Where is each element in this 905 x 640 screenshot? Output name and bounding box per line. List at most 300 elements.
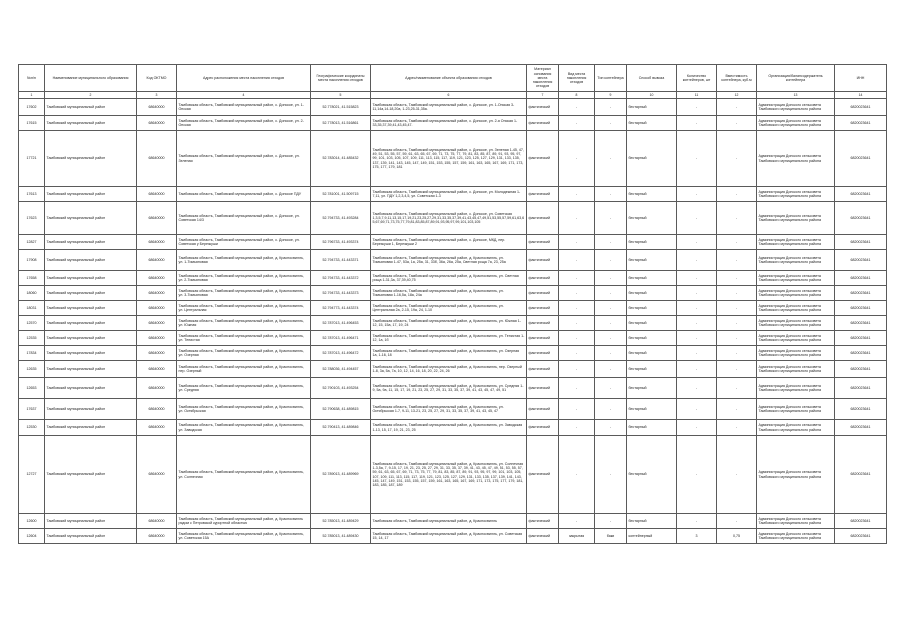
removal-method-cell: бестарный (627, 286, 677, 301)
site-address-cell: Тамбовская область, Тамбовский муниципальный район, д. Красносвилль, ул. Солнечная (177, 436, 311, 514)
inn-cell: 6820023641 (835, 99, 887, 116)
municipality-name-cell: Тамбовский муниципальный район (45, 301, 137, 316)
oktmo-code-cell: 68640000 (137, 378, 177, 399)
removal-method-cell: бестарный (627, 316, 677, 331)
container-type-cell: - (595, 286, 627, 301)
container-volume-cell: - (717, 271, 757, 286)
site-type-cell: - (559, 99, 595, 116)
container-volume-cell: - (717, 202, 757, 235)
source-object-address-cell: Тамбовская область, Тамбовский муниципальный район, д. Красносвилль, ул. Тимьяновая 1-16,5а, 18а, 24а (371, 286, 527, 301)
column-number: 2 (45, 92, 137, 99)
container-count-cell: - (677, 331, 717, 346)
source-object-address-cell: Тамбовская область, Тамбовский муниципальный район, с. Донское, ул. Советская 1,3,5,7,9,11,13,15,17,19,21,23,25,27,29,31,33,35,37,39,41,43,45,47,49,51,53,55,57,59,61,63,65,67,69,71,73,75,77,79,81,83,85,87,89,91,93,95,97,99,101,103,105 (371, 202, 527, 235)
site-type-cell: - (559, 378, 595, 399)
source-object-address-cell: Тамбовская область, Тамбовский муниципальный район, д. Красносвилль, ул. Заводская 1-13, 15, 17, 19, 21, 23, 25 (371, 420, 527, 436)
inn-cell: 6820023641 (835, 131, 887, 187)
container-volume-cell: - (717, 514, 757, 529)
inn-cell: 6820023641 (835, 301, 887, 316)
container-type-cell: - (595, 235, 627, 250)
row-number-cell: 12653 (19, 378, 45, 399)
base-material-cell: фактический (527, 378, 559, 399)
base-material-cell: фактический (527, 286, 559, 301)
source-object-address-cell: Тамбовская область, Тамбовский муниципальный район, с. Донское, ул. 2-я Онская 1-33,35,37,39,41,43,45,47. (371, 116, 527, 131)
container-type-cell: - (595, 361, 627, 378)
table-row (19, 301, 887, 316)
owner-organization-cell: Администрация Донского сельсовета Тамбовского муниципального района (757, 286, 835, 301)
column-number: 3 (137, 92, 177, 99)
container-volume-cell: - (717, 316, 757, 331)
site-type-cell: - (559, 331, 595, 346)
site-address-cell: Тамбовская область, Тамбовский муниципальный район, с. Донское, ул. Советская 14/3 (177, 202, 311, 235)
container-volume-cell: - (717, 99, 757, 116)
site-address-cell: Тамбовская область, Тамбовский муниципальный район, д. Красносвилль, ул. 2-Тимьяновая (177, 271, 311, 286)
oktmo-code-cell: 68640000 (137, 514, 177, 529)
table-row (19, 235, 887, 250)
container-count-cell: - (677, 514, 717, 529)
row-number-cell: 17602 (19, 99, 45, 116)
row-number-cell: 12604 (19, 529, 45, 544)
site-type-cell: - (559, 286, 595, 301)
municipality-name-cell: Тамбовский муниципальный район (45, 187, 137, 202)
table-row (19, 361, 887, 378)
base-material-cell: фактический (527, 131, 559, 187)
removal-method-cell: бестарный (627, 250, 677, 271)
coordinates-cell: 52.778013, 41.516861 (311, 116, 371, 131)
header-cell: Организация/балансодержатель контейнера (757, 65, 835, 92)
container-count-cell: - (677, 99, 717, 116)
municipality-name-cell: Тамбовский муниципальный район (45, 202, 137, 235)
oktmo-code-cell: 68640000 (137, 235, 177, 250)
site-type-cell: - (559, 399, 595, 420)
column-number: 12 (717, 92, 757, 99)
owner-organization-cell: Администрация Донского сельсовета Тамбовского муниципального района (757, 316, 835, 331)
base-material-cell: фактический (527, 399, 559, 420)
row-number-cell: 12635 (19, 361, 45, 378)
header-row (19, 65, 887, 92)
coordinates-cell: 52.787013, 41.496471 (311, 331, 371, 346)
container-count-cell: 3 (677, 529, 717, 544)
row-number-cell: 12827 (19, 235, 45, 250)
inn-cell: 6820023641 (835, 271, 887, 286)
owner-organization-cell: Администрация Донского сельсовета Тамбовского муниципального района (757, 361, 835, 378)
site-address-cell: Тамбовская область, Тамбовский муниципальный район, д. Красносвилль, ул. 3-Тимьяновая (177, 286, 311, 301)
site-type-cell: - (559, 514, 595, 529)
municipality-name-cell: Тамбовский муниципальный район (45, 99, 137, 116)
site-type-cell: - (559, 116, 595, 131)
row-number-cell: 12570 (19, 316, 45, 331)
column-number: 6 (371, 92, 527, 99)
inn-cell: 6820023641 (835, 316, 887, 331)
table-row (19, 529, 887, 544)
source-object-address-cell: Тамбовская область, Тамбовский муниципальный район, д. Красносвилль, ул. Октябрьская 1-7, 9-11, 13-21, 23, 25, 27, 29, 31, 33, 35, 37, 39, 41, 43, 45, 47 (371, 399, 527, 420)
oktmo-code-cell: 68640000 (137, 286, 177, 301)
inn-cell: 6820023641 (835, 436, 887, 514)
owner-organization-cell: Администрация Донского сельсовета Тамбовского муниципального района (757, 271, 835, 286)
header-cell: Способ вывоза (627, 65, 677, 92)
source-object-address-cell: Тамбовская область, Тамбовский муниципальный район, д. Красносвилль, ул. Озерная 1а, 1-16, 18 (371, 346, 527, 361)
header-cell: Адрес расположения места накопления отходов (177, 65, 311, 92)
removal-method-cell: бестарный (627, 131, 677, 187)
table-row (19, 116, 887, 131)
row-number-cell: 12600 (19, 514, 45, 529)
source-object-address-cell: Тамбовская область, Тамбовский муниципальный район, д. Красносвилль, ул. Тимьяновая 1-47, 53а, 1а, 25а, 31, 33б, 36а, 26а, 25а, Светлая роща 7а, 23, 25а (371, 250, 527, 271)
header-cell: Вид места накопления отходов (559, 65, 595, 92)
site-type-cell: - (559, 250, 595, 271)
municipality-name-cell: Тамбовский муниципальный район (45, 131, 137, 187)
inn-cell: 6820023641 (835, 529, 887, 544)
site-type-cell: - (559, 436, 595, 514)
column-number: 7 (527, 92, 559, 99)
coordinates-cell: 52.778021, 41.515823 (311, 99, 371, 116)
site-address-cell: Тамбовская область, Тамбовский муниципальный район, с. Донское ПДУ (177, 187, 311, 202)
site-address-cell: Тамбовская область, Тамбовский муниципальный район, д. Красносвилль, ул. Заводская (177, 420, 311, 436)
municipality-name-cell: Тамбовский муниципальный район (45, 399, 137, 420)
container-count-cell: - (677, 399, 717, 420)
row-number-cell: 17623 (19, 202, 45, 235)
container-count-cell: - (677, 187, 717, 202)
removal-method-cell: бестарный (627, 187, 677, 202)
removal-method-cell: бестарный (627, 420, 677, 436)
container-count-cell: - (677, 131, 717, 187)
source-object-address-cell: Тамбовская область, Тамбовский муниципальный район, с. Донское, МКД, пер. Березкуши 1, Березкуши 2 (371, 235, 527, 250)
site-address-cell: Тамбовская область, Тамбовский муниципальный район, д. Красносвилль, ул. Южная (177, 316, 311, 331)
municipality-name-cell: Тамбовский муниципальный район (45, 361, 137, 378)
removal-method-cell: бестарный (627, 331, 677, 346)
source-object-address-cell: Тамбовская область, Тамбовский муниципальный район, д. Красносвилль (371, 514, 527, 529)
source-object-address-cell: Тамбовская область, Тамбовский муниципальный район, д. Красносвилль, ул. Солнечная 1-3,5а, 7, 9-15, 17, 19, 21, 23, 25, 27, 29, 31, 33, 35, 37, 39, 41, 43, 45, 47, 49, 51, 53, 55, 57, 59, 61, 63, 65, 67, 69, 71, 73, 75, 77, 79, 81, 83, 85, 87, 89, 91, 93, 95, 97, 99, 101, 103, 105, 107, 109, 111, 113, 115, 117, 119, 121, 123, 125, 127, 129, 131, 133, 135, 137, 139, 141, 143, 145, 147, 149, 151, 153, 155, 157, 159, 161, 163, 165, 167, 169, 171, 173, 175, 177, 179, 181, 183, 185, 187, 189 (371, 436, 527, 514)
container-count-cell: - (677, 436, 717, 514)
table-row (19, 399, 887, 420)
container-type-cell: - (595, 250, 627, 271)
oktmo-code-cell: 68640000 (137, 187, 177, 202)
container-type-cell: - (595, 399, 627, 420)
table-row (19, 250, 887, 271)
source-object-address-cell: Тамбовская область, Тамбовский муниципальный район, д. Красносвилль, ул. Южная 1-12, 15, 15а, 17, 19, 24 (371, 316, 527, 331)
container-count-cell: - (677, 361, 717, 378)
container-type-cell: - (595, 116, 627, 131)
owner-organization-cell: Администрация Донского сельсовета Тамбовского муниципального района (757, 131, 835, 187)
coordinates-cell: 52.783014, 41.485432 (311, 131, 371, 187)
owner-organization-cell: Администрация Донского сельсовета Тамбовского муниципального района (757, 99, 835, 116)
container-volume-cell: - (717, 346, 757, 361)
inn-cell: 6820023641 (835, 202, 887, 235)
removal-method-cell: бестарный (627, 271, 677, 286)
source-object-address-cell: Тамбовская область, Тамбовский муниципальный район, д. Красносвилль, ул. Средняя 1-9, 5а, 9а, 11, 15, 17, 19, 21, 23, 25, 27, 29, 31, 33, 35, 37, 39, 41, 43, 45, 47, 49, 51 (371, 378, 527, 399)
row-number-cell: 12535 (19, 331, 45, 346)
column-number: 11 (677, 92, 717, 99)
column-number: 10 (627, 92, 677, 99)
base-material-cell: фактический (527, 346, 559, 361)
municipality-name-cell: Тамбовский муниципальный район (45, 529, 137, 544)
table-row (19, 187, 887, 202)
municipality-name-cell: Тамбовский муниципальный район (45, 286, 137, 301)
source-object-address-cell: Тамбовская область, Тамбовский муниципальный район, д. Красносвилль, ул. Центральная 2а, 2-15, 19а, 24, 1-10 (371, 301, 527, 316)
removal-method-cell: бестарный (627, 301, 677, 316)
removal-method-cell: бестарный (627, 436, 677, 514)
removal-method-cell: бестарный (627, 116, 677, 131)
base-material-cell: фактический (527, 436, 559, 514)
container-type-cell: баки (595, 529, 627, 544)
coordinates-cell: 52.794733, 41.443372 (311, 271, 371, 286)
source-object-address-cell: Тамбовская область, Тамбовский муниципальный район, с. Донское, ул. Зеленая 1-45, 47, 49, 51, 53, 55, 57, 59, 61, 63, 65, 67, 69, 71, 73, 75, 77, 79, 81, 83, 85, 87, 89, 91, 93, 95, 97, 99, 101, 103, 105, 107, 109, 111, 113, 115, 117, 119, 121, 123, 125, 127, 129, 131, 133, 135, 137, 139, 141, 143, 145, 147, 149, 151, 153, 155, 157, 159, 161, 163, 165, 167, 169, 171, 173, 175, 177, 179, 181 (371, 131, 527, 187)
container-count-cell: - (677, 271, 717, 286)
header-cell: Наименование муниципального образования (45, 65, 137, 92)
row-number-cell: 17615 (19, 116, 45, 131)
container-type-cell: - (595, 301, 627, 316)
coordinates-cell: 52.796733, 41.493374 (311, 235, 371, 250)
base-material-cell: фактический (527, 271, 559, 286)
container-volume-cell: - (717, 331, 757, 346)
container-type-cell: - (595, 187, 627, 202)
column-number-row (19, 92, 887, 99)
table-row (19, 202, 887, 235)
container-count-cell: - (677, 346, 717, 361)
site-address-cell: Тамбовская область, Тамбовский муниципальный район, д. Красносвилль, ул. Октябрьская (177, 399, 311, 420)
owner-organization-cell: Администрация Донского сельсовета Тамбовского муниципального района (757, 187, 835, 202)
base-material-cell: фактический (527, 99, 559, 116)
site-type-cell: - (559, 301, 595, 316)
oktmo-code-cell: 68640000 (137, 202, 177, 235)
site-address-cell: Тамбовская область, Тамбовский муниципальный район, д. Красносвилль, ул. 1-Тимьяновая (177, 250, 311, 271)
municipality-name-cell: Тамбовский муниципальный район (45, 346, 137, 361)
municipality-name-cell: Тамбовский муниципальный район (45, 235, 137, 250)
container-volume-cell: - (717, 301, 757, 316)
header-cell: Материал основания места накопления отходов (527, 65, 559, 92)
container-type-cell: - (595, 131, 627, 187)
base-material-cell: фактический (527, 116, 559, 131)
inn-cell: 6820023641 (835, 399, 887, 420)
source-object-address-cell: Тамбовская область, Тамбовский муниципальный район, д. Красносвилль, ул. Тенистая 1-12, 1а, 1б (371, 331, 527, 346)
base-material-cell: фактический (527, 316, 559, 331)
site-address-cell: Тамбовская область, Тамбовский муниципальный район, д. Красносвилль рядом с Петровской курортной областью (177, 514, 311, 529)
municipality-name-cell: Тамбовский муниципальный район (45, 116, 137, 131)
municipality-name-cell: Тамбовский муниципальный район (45, 271, 137, 286)
table-row (19, 420, 887, 436)
owner-organization-cell: Администрация Донского сельсовета Тамбовского муниципального района (757, 250, 835, 271)
municipality-name-cell: Тамбовский муниципальный район (45, 378, 137, 399)
column-number: 4 (177, 92, 311, 99)
row-number-cell: 12727 (19, 436, 45, 514)
coordinates-cell: 52.790638, 41.489815 (311, 399, 371, 420)
container-type-cell: - (595, 271, 627, 286)
container-volume-cell: - (717, 286, 757, 301)
container-type-cell: - (595, 514, 627, 529)
owner-organization-cell: Администрация Донского сельсовета Тамбовского муниципального района (757, 116, 835, 131)
header-cell: Адрес/наименование объекта образования отходов (371, 65, 527, 92)
coordinates-cell: 52.790413, 41.489846 (311, 420, 371, 436)
removal-method-cell: бестарный (627, 202, 677, 235)
coordinates-cell: 52.794733, 41.443373 (311, 286, 371, 301)
coordinates-cell: 52.789013, 41.489969 (311, 436, 371, 514)
owner-organization-cell: Администрация Донского сельсовета Тамбовского муниципального района (757, 514, 835, 529)
site-address-cell: Тамбовская область, Тамбовский муниципальный район, д. Красносвилль, ул. Советская 15А (177, 529, 311, 544)
site-address-cell: Тамбовская область, Тамбовский муниципальный район, д. Красносвилль, ул. Средняя (177, 378, 311, 399)
column-number: 9 (595, 92, 627, 99)
container-type-cell: - (595, 331, 627, 346)
container-volume-cell: - (717, 436, 757, 514)
site-type-cell: - (559, 346, 595, 361)
site-type-cell: - (559, 361, 595, 378)
coordinates-cell: 52.794733, 41.493284 (311, 202, 371, 235)
row-number-cell: 17613 (19, 187, 45, 202)
oktmo-code-cell: 68640000 (137, 116, 177, 131)
removal-method-cell: бестарный (627, 361, 677, 378)
inn-cell: 6820023641 (835, 378, 887, 399)
column-number: 8 (559, 92, 595, 99)
header-cell: Тип контейнера (595, 65, 627, 92)
container-volume-cell: - (717, 399, 757, 420)
removal-method-cell: бестарный (627, 99, 677, 116)
municipality-name-cell: Тамбовский муниципальный район (45, 514, 137, 529)
owner-organization-cell: Администрация Донского сельсовета Тамбовского муниципального района (757, 529, 835, 544)
row-number-cell: 12530 (19, 420, 45, 436)
table-row (19, 346, 887, 361)
row-number-cell: 17637 (19, 399, 45, 420)
container-volume-cell: - (717, 420, 757, 436)
container-count-cell: - (677, 286, 717, 301)
removal-method-cell: бестарный (627, 346, 677, 361)
owner-organization-cell: Администрация Донского сельсовета Тамбовского муниципального района (757, 202, 835, 235)
base-material-cell: фактический (527, 187, 559, 202)
site-address-cell: Тамбовская область, Тамбовский муниципальный район, с. Донское, ул. Советская у Березкуши (177, 235, 311, 250)
table-row (19, 271, 887, 286)
site-type-cell: - (559, 316, 595, 331)
municipality-name-cell: Тамбовский муниципальный район (45, 420, 137, 436)
oktmo-code-cell: 68640000 (137, 301, 177, 316)
oktmo-code-cell: 68640000 (137, 361, 177, 378)
container-count-cell: - (677, 301, 717, 316)
coordinates-cell: 52.790103, 41.493254 (311, 378, 371, 399)
oktmo-code-cell: 68640000 (137, 346, 177, 361)
container-count-cell: - (677, 235, 717, 250)
coordinates-cell: 52.785013, 41.489429 (311, 514, 371, 529)
container-count-cell: - (677, 250, 717, 271)
container-count-cell: - (677, 116, 717, 131)
municipality-name-cell: Тамбовский муниципальный район (45, 436, 137, 514)
container-count-cell: - (677, 378, 717, 399)
row-number-cell: 18060 (19, 286, 45, 301)
container-volume-cell: - (717, 378, 757, 399)
oktmo-code-cell: 68640000 (137, 250, 177, 271)
oktmo-code-cell: 68640000 (137, 436, 177, 514)
oktmo-code-cell: 68640000 (137, 316, 177, 331)
container-volume-cell: - (717, 250, 757, 271)
owner-organization-cell: Администрация Донского сельсовета Тамбовского муниципального района (757, 436, 835, 514)
container-volume-cell: - (717, 131, 757, 187)
table-row (19, 331, 887, 346)
inn-cell: 6820023641 (835, 361, 887, 378)
site-type-cell: - (559, 420, 595, 436)
container-count-cell: - (677, 202, 717, 235)
container-type-cell: - (595, 420, 627, 436)
coordinates-cell: 52.787013, 41.496453 (311, 316, 371, 331)
owner-organization-cell: Администрация Донского сельсовета Тамбовского муниципального района (757, 378, 835, 399)
source-object-address-cell: Тамбовская область, Тамбовский муниципальный район, д. Красносвилль, ул. Светлая роща 1-31,3а, 37,39,40,75 (371, 271, 527, 286)
oktmo-code-cell: 68640000 (137, 399, 177, 420)
site-address-cell: Тамбовская область, Тамбовский муниципальный район, д. Красносвилль, ул. Озерная (177, 346, 311, 361)
inn-cell: 6820023641 (835, 286, 887, 301)
source-object-address-cell: Тамбовская область, Тамбовский муниципальный район, д. Красносвилль, пер. Озерный 1-8, 3а, 5а, 7а, 10, 12, 14, 16, 18, 20, 22, 24, 26 (371, 361, 527, 378)
inn-cell: 6820023641 (835, 331, 887, 346)
inn-cell: 6820023641 (835, 250, 887, 271)
site-address-cell: Тамбовская область, Тамбовский муниципальный район, д. Красносвилль, пер. Озерный (177, 361, 311, 378)
column-number: 14 (835, 92, 887, 99)
table-row (19, 286, 887, 301)
row-number-cell: 18031 (19, 301, 45, 316)
oktmo-code-cell: 68640000 (137, 331, 177, 346)
header-cell: ИНН (835, 65, 887, 92)
header-cell: №п/п (19, 65, 45, 92)
header-cell: Количество контейнеров, шт (677, 65, 717, 92)
container-type-cell: - (595, 436, 627, 514)
base-material-cell: фактический (527, 250, 559, 271)
container-volume-cell: 0,75 (717, 529, 757, 544)
table-row (19, 436, 887, 514)
removal-method-cell: бестарный (627, 235, 677, 250)
inn-cell: 6820023641 (835, 346, 887, 361)
container-type-cell: - (595, 346, 627, 361)
column-number: 13 (757, 92, 835, 99)
coordinates-cell: 52.787013, 41.496472 (311, 346, 371, 361)
inn-cell: 6820023641 (835, 420, 887, 436)
container-count-cell: - (677, 316, 717, 331)
owner-organization-cell: Администрация Донского сельсовета Тамбовского муниципального района (757, 301, 835, 316)
inn-cell: 6820023641 (835, 514, 887, 529)
row-number-cell: 17658 (19, 271, 45, 286)
coordinates-cell: 52.794773, 41.443374 (311, 301, 371, 316)
site-type-cell: - (559, 235, 595, 250)
owner-organization-cell: Администрация Донского сельсовета Тамбовского муниципального района (757, 235, 835, 250)
site-address-cell: Тамбовская область, Тамбовский муниципальный район, д. Красносвилль, ул. Центральная (177, 301, 311, 316)
site-type-cell: - (559, 271, 595, 286)
removal-method-cell: бестарный (627, 399, 677, 420)
source-object-address-cell: Тамбовская область, Тамбовский муниципальный район, д. Красносвилль, ул. Советская 15, 14, 17 (371, 529, 527, 544)
municipality-name-cell: Тамбовский муниципальный район (45, 250, 137, 271)
inn-cell: 6820023641 (835, 235, 887, 250)
removal-method-cell: контейнерный (627, 529, 677, 544)
site-address-cell: Тамбовская область, Тамбовский муниципальный район, д. Красносвилль, ул. Тенистая (177, 331, 311, 346)
column-number: 1 (19, 92, 45, 99)
coordinates-cell: 52.781001, 41.509715 (311, 187, 371, 202)
column-number: 5 (311, 92, 371, 99)
site-type-cell: - (559, 131, 595, 187)
site-type-cell: - (559, 187, 595, 202)
container-volume-cell: - (717, 235, 757, 250)
container-type-cell: - (595, 99, 627, 116)
coordinates-cell: 52.788036, 41.494457 (311, 361, 371, 378)
container-count-cell: - (677, 420, 717, 436)
table-row (19, 514, 887, 529)
inn-cell: 6820023641 (835, 116, 887, 131)
base-material-cell: фактический (527, 202, 559, 235)
header-cell: Вместимость контейнера, куб.м (717, 65, 757, 92)
table-row (19, 316, 887, 331)
base-material-cell: фактический (527, 361, 559, 378)
site-address-cell: Тамбовская область, Тамбовский муниципальный район, с. Донское, ул. Зеленая (177, 131, 311, 187)
owner-organization-cell: Администрация Донского сельсовета Тамбовского муниципального района (757, 331, 835, 346)
container-volume-cell: - (717, 116, 757, 131)
container-volume-cell: - (717, 361, 757, 378)
oktmo-code-cell: 68640000 (137, 529, 177, 544)
coordinates-cell: 52.794733, 41.443371 (311, 250, 371, 271)
removal-method-cell: бестарный (627, 378, 677, 399)
base-material-cell: фактический (527, 514, 559, 529)
container-type-cell: - (595, 202, 627, 235)
base-material-cell: фактический (527, 529, 559, 544)
site-type-cell: - (559, 202, 595, 235)
base-material-cell: фактический (527, 301, 559, 316)
oktmo-code-cell: 68640000 (137, 271, 177, 286)
